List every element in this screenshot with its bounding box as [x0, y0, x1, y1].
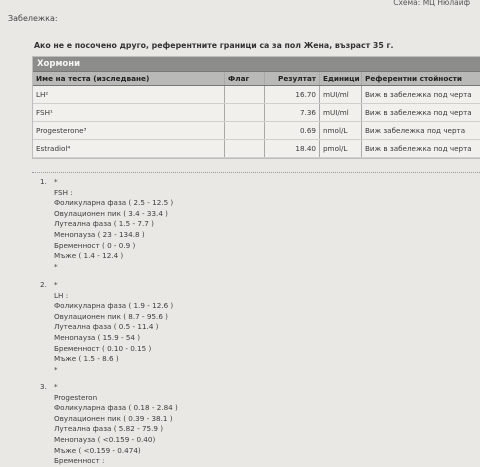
- test-flag: [225, 86, 265, 103]
- test-result: 0.69: [265, 122, 320, 139]
- col-ref-header: Референтни стойности: [365, 74, 463, 83]
- footnote-line: *: [54, 382, 58, 391]
- footnote-line: Овулационен пик ( 8.7 - 95.6 ): [54, 311, 168, 321]
- footnote-line: Лутеална фаза ( 5.82 - 75.9 ): [54, 424, 164, 434]
- group-title: Хормони: [33, 57, 480, 71]
- test-result: 18.40: [265, 140, 320, 157]
- footnote-number: 3.: [40, 382, 47, 391]
- test-name: FSH¹: [33, 104, 225, 121]
- test-ref: Виж в забележка под черта: [365, 144, 472, 153]
- col-result-header: Резултат: [265, 72, 320, 85]
- footnote-line: Лутеална фаза ( 1.5 - 7.7 ): [54, 219, 154, 229]
- footnote-line: *: [54, 261, 58, 271]
- col-unit-header: Единици: [320, 72, 362, 85]
- footnote-line: Менопауза ( 23 - 134.8 ): [54, 229, 145, 239]
- test-result: 7.36: [265, 104, 320, 121]
- test-name: LH²: [33, 86, 225, 103]
- footnote-line: LH :: [54, 290, 69, 300]
- footnote-line: *: [54, 177, 58, 186]
- footnote-line: Лутеална фаза ( 0.5 - 11.4 ): [54, 322, 159, 332]
- intro-text: Ако не е посочено друго, референтните граници са за пол Жена, възраст 35 г.: [34, 41, 394, 50]
- top-bar: [0, 0, 480, 10]
- footnote-line: Менопауза ( <0.159 - 0.40): [54, 434, 156, 444]
- footnote-number: 1.: [40, 177, 47, 186]
- col-flag-header: Флаг: [225, 72, 265, 85]
- footnote-line: Менопауза ( 15.9 - 54 ): [54, 332, 141, 342]
- footnote-line: *: [54, 364, 58, 374]
- test-ref: Виж забележка под черта: [365, 126, 466, 135]
- footnote-line: Фоликуларна фаза ( 0.18 - 2.84 ): [54, 403, 178, 413]
- test-unit: nmol/L: [320, 122, 362, 139]
- footnote-line: *: [54, 280, 58, 289]
- footnote-line: Овулационен пик ( 0.39 - 38.1 ): [54, 413, 173, 423]
- footnote-line: Мъже ( <0.159 - 0.474): [54, 445, 141, 455]
- test-flag: [225, 122, 265, 139]
- divider-line: [32, 172, 480, 173]
- test-unit: mUI/ml: [320, 86, 362, 103]
- test-unit: mUI/ml: [320, 104, 362, 121]
- table-row: [33, 140, 480, 158]
- note-label: Забележка:: [8, 14, 58, 23]
- scheme-text: Схема: МЦ Нюлайф: [393, 0, 470, 7]
- footnote-2: [40, 280, 173, 375]
- hormones-table: [32, 56, 480, 159]
- test-unit: pmol/L: [320, 140, 362, 157]
- footnote-line: Мъже ( 1.4 - 12.4 ): [54, 251, 124, 261]
- test-result: 16.70: [265, 86, 320, 103]
- col-name-header: Име на теста (изследване): [33, 72, 225, 85]
- footnote-line: Фоликуларна фаза ( 1.9 - 12.6 ): [54, 301, 174, 311]
- footnote-line: Мъже ( 1.5 - 8.6 ): [54, 354, 119, 364]
- table-row: [33, 86, 480, 104]
- footnote-line: Бременност :: [54, 456, 105, 466]
- test-name: Estradiol⁴: [33, 140, 225, 157]
- footnote-number: 2.: [40, 280, 47, 289]
- footnote-line: FSH :: [54, 187, 73, 197]
- footnote-line: Фоликуларна фаза ( 2.5 - 12.5 ): [54, 198, 174, 208]
- footnote-3: [40, 382, 178, 467]
- footnote-line: Бременност ( 0 - 0.9 ): [54, 240, 136, 250]
- footnote-line: Progesteron: [54, 392, 98, 402]
- footnote-1: [40, 177, 173, 272]
- footnote-line: Овулационен пик ( 3.4 - 33.4 ): [54, 208, 168, 218]
- test-name: Progesterone³: [33, 122, 225, 139]
- table-header: [33, 71, 480, 86]
- table-row: [33, 104, 480, 122]
- test-ref: Виж в забележка под черта: [365, 90, 472, 99]
- test-flag: [225, 104, 265, 121]
- test-ref: Виж в забележка под черта: [365, 108, 472, 117]
- footnote-line: Бременност ( 0.10 - 0.15 ): [54, 343, 152, 353]
- table-row: [33, 122, 480, 140]
- test-flag: [225, 140, 265, 157]
